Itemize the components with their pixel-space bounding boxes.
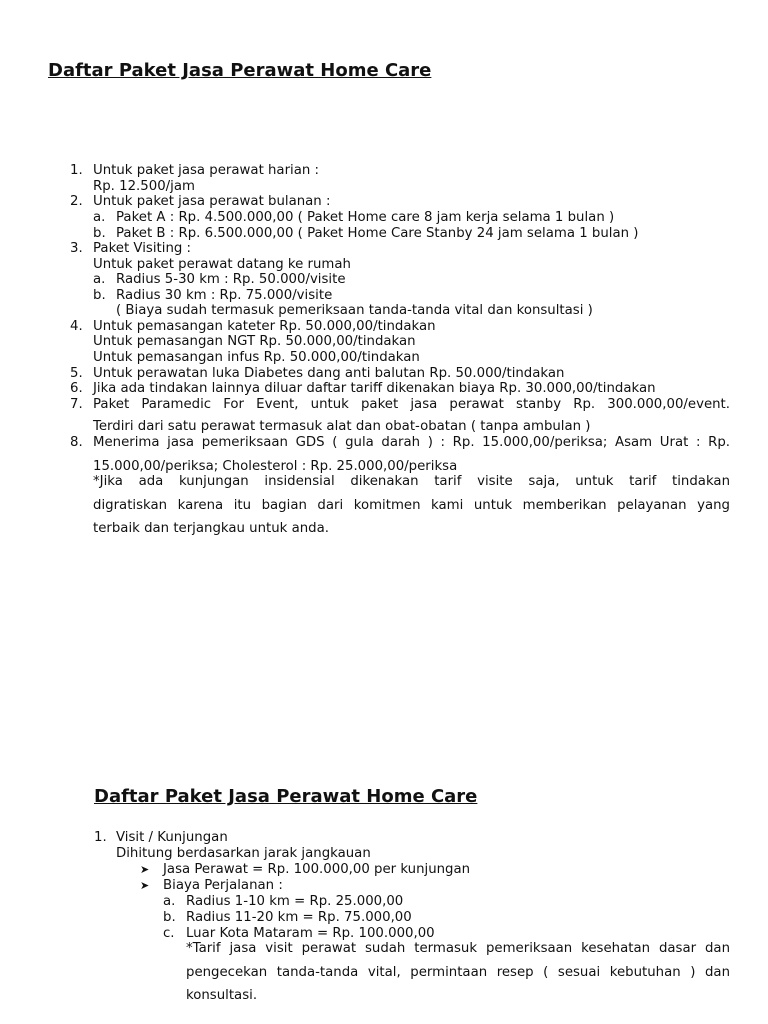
sub-marker: c. [163,926,175,941]
bullet-item: Biaya Perjalanan : [163,878,283,893]
sub-marker: b. [93,288,106,303]
list-item-line: Terdiri dari satu perawat termasuk alat dan obat-obatan ( tanpa ambulan ) [93,419,591,434]
list-item-line: Untuk pemasangan NGT Rp. 50.000,00/tindakan [93,334,416,349]
list-number: 6. [70,381,83,396]
note-line: pengecekan tanda-tanda vital, permintaan resep ( sesuai kebutuhan ) dan [186,965,730,980]
list-item: Paket Visiting : [93,241,192,256]
list-item: Untuk pemasangan kateter Rp. 50.000,00/tindakan [93,319,436,334]
list-item: Untuk paket jasa perawat harian : [93,163,320,178]
arrow-bullet-icon: ➤ [140,863,150,876]
list-number: 4. [70,319,83,334]
list-item-line: Untuk pemasangan infus Rp. 50.000,00/tindakan [93,350,420,365]
list-item-line: Untuk paket perawat datang ke rumah [93,257,351,272]
list-item: Menerima jasa pemeriksaan GDS ( gula darah ) : Rp. 15.000,00/periksa; Asam Urat : Rp. [93,435,730,450]
list-number: 1. [94,830,107,845]
list-number: 2. [70,194,83,209]
list-number: 1. [70,163,83,178]
list-number: 8. [70,435,83,450]
list-item: Untuk paket jasa perawat bulanan : [93,194,331,209]
bullet-item: Jasa Perawat = Rp. 100.000,00 per kunjungan [163,862,471,877]
note-line: *Tarif jasa visit perawat sudah termasuk pemeriksaan kesehatan dasar dan [186,941,730,956]
sub-note: ( Biaya sudah termasuk pemeriksaan tanda-tanda vital dan konsultasi ) [116,303,593,318]
page-title: Daftar Paket Jasa Perawat Home Care [48,60,432,81]
sub-item: Luar Kota Mataram = Rp. 100.000,00 [186,926,435,941]
list-item: Visit / Kunjungan [116,830,228,845]
list-number: 7. [70,397,83,412]
list-item-line: Dihitung berdasarkan jarak jangkauan [116,846,371,861]
note-line: *Jika ada kunjungan insidensial dikenakan tarif visite saja, untuk tarif tindakan [93,474,730,489]
section-title: Daftar Paket Jasa Perawat Home Care [94,786,478,807]
sub-item: Radius 5-30 km : Rp. 50.000/visite [116,272,346,287]
list-number: 5. [70,366,83,381]
list-item: Paket Paramedic For Event, untuk paket jasa perawat stanby Rp. 300.000,00/event. [93,397,730,412]
list-number: 3. [70,241,83,256]
list-item: Jika ada tindakan lainnya diluar daftar tariff dikenakan biaya Rp. 30.000,00/tindakan [93,381,656,396]
sub-item: Paket B : Rp. 6.500.000,00 ( Paket Home Care Stanby 24 jam selama 1 bulan ) [116,226,639,241]
sub-item: Paket A : Rp. 4.500.000,00 ( Paket Home care 8 jam kerja selama 1 bulan ) [116,210,615,225]
sub-marker: b. [163,910,176,925]
sub-item: Radius 1-10 km = Rp. 25.000,00 [186,894,404,909]
list-item-line: Rp. 12.500/jam [93,179,195,194]
list-item: Untuk perawatan luka Diabetes dang anti balutan Rp. 50.000/tindakan [93,366,565,381]
sub-marker: a. [163,894,176,909]
sub-item: Radius 30 km : Rp. 75.000/visite [116,288,333,303]
note-line: digratiskan karena itu bagian dari komitmen kami untuk memberikan pelayanan yang [93,498,730,513]
sub-item: Radius 11-20 km = Rp. 75.000,00 [186,910,412,925]
list-item-line: 15.000,00/periksa; Cholesterol : Rp. 25.000,00/periksa [93,459,458,474]
note-line: konsultasi. [186,988,258,1003]
note-line: terbaik dan terjangkau untuk anda. [93,521,329,536]
sub-marker: a. [93,210,106,225]
arrow-bullet-icon: ➤ [140,879,150,892]
sub-marker: b. [93,226,106,241]
sub-marker: a. [93,272,106,287]
